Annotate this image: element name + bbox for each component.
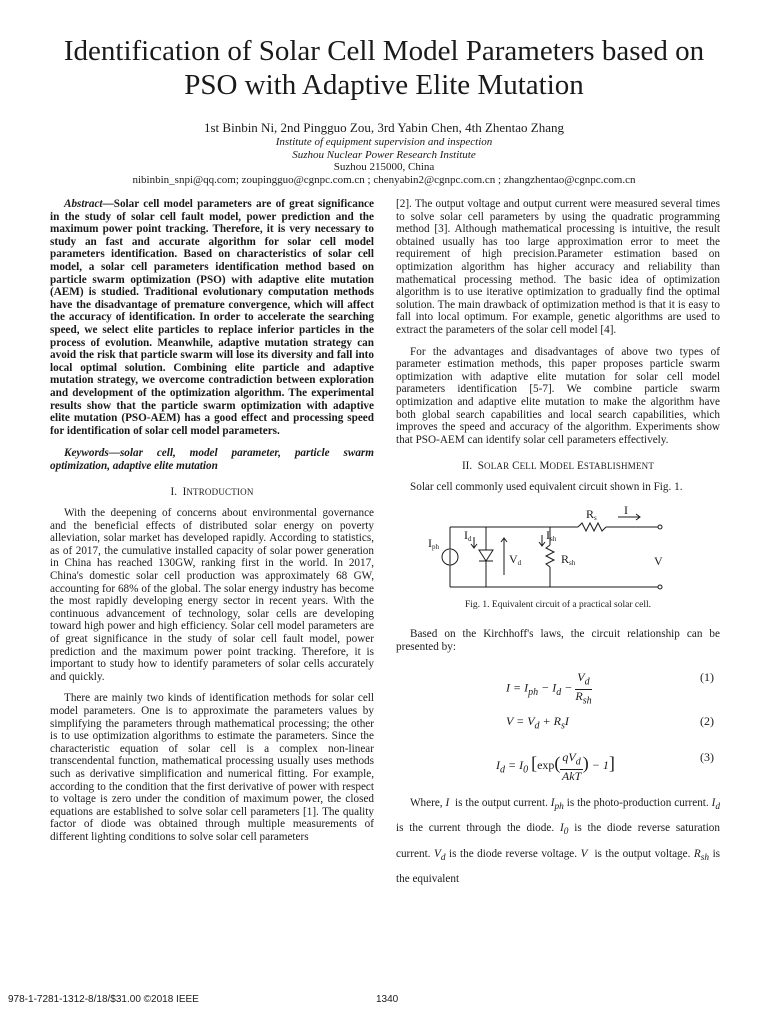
- intro-paragraph-3: [2]. The output voltage and output current were measured several times to solve solar cell parameters by using the quadratic programming method [3]. Although mathematical processing is intuitive, the result obtained usually has too large approximation error to meet the requirement of high precision.Parameter estimation based on optimization algorithm has higher accuracy and reliability than mathematical processing method. The basic idea of optimization algorithm is to use iterative optimization to gradually find the optimal solution. The main drawback of optimization method is that it is easy to fall into local optimum. For example, genetic algorithms are used to extract the parameters of the solar cell model [4].: [396, 198, 720, 336]
- equation-2: $V = V_d + R_sI$ (2): [506, 714, 714, 732]
- footer-copyright: 978-1-7281-1312-8/18/$31.00 ©2018 IEEE: [8, 994, 199, 1005]
- model-paragraph-2: Based on the Kirchhoff's laws, the circuit relationship can be presented by:: [396, 628, 720, 653]
- left-column: [50, 198, 374, 844]
- label-iph: Iph: [428, 536, 439, 552]
- equation-2-number: (2): [700, 714, 714, 729]
- label-vd: Vd: [509, 552, 522, 568]
- label-ish: Ish: [546, 528, 557, 544]
- affiliation-city: Suzhou 215000, China: [333, 161, 435, 173]
- keywords: Keywords—solar cell, model parameter, particle swarm optimization, adaptive elite mutation: [50, 447, 374, 472]
- intro-paragraph-4: For the advantages and disadvantages of above two types of parameter estimation methods, this paper proposes particle swarm optimization with adaptive elite mutation for solar cell model parameters identification [5-7]. We combine particle swarm optimization and adaptive elite mutation to make the algorithm have both global search capabilities and local search capabilities, which improves the speed and accuracy of the algorithm. Experiments show that PSO-AEM can identify solar cell parameters effectively.: [396, 345, 720, 446]
- label-id: Id: [464, 528, 472, 544]
- author-emails: nibinbin_snpi@qq.com; zoupingguo@cgnpc.com.cn ; chenyabin2@cgnpc.com.cn ; zhangzhentao@cgnpc.com.cn: [132, 173, 636, 186]
- equation-3-number: (3): [700, 750, 714, 765]
- equivalent-circuit-diagram: [418, 505, 698, 593]
- affiliation-org: Suzhou Nuclear Power Research Institute: [292, 148, 476, 161]
- author-list: 1st Binbin Ni, 2nd Pingguo Zou, 3rd Yabin Chen, 4th Zhentao Zhang: [203, 120, 565, 135]
- intro-paragraph-1: With the deepening of concerns about environmental governance and the beneficial effects of distributed solar energy on poverty alleviation, solar market has developed rapidly. According to statistics, as of 2017, the cumulative installed capacity of solar power generation in China has reached 130GW, ranking first in the world. In 2017, China's domestic solar cell production was approximately 68 GW, accounting for 68% of the global. The solar energy industry has become the most rapidly developing energy sector in recent years. With the continuous advancement of technology, solar cells are developing toward high power and high efficiency. Solar cell model parameters are of great significance in the study of solar cell fault model, power prediction and the maximum power point tracking. Therefore, it is important to study how to identify parameters of solar cells accurately and quickly.: [50, 507, 374, 683]
- section-heading-introduction: I. INTRODUCTION: [170, 486, 254, 499]
- section-heading-model: II. SOLAR CELL MODEL ESTABLISHMENT: [461, 460, 655, 473]
- right-column: [396, 198, 720, 890]
- affiliation-institute: Institute of equipment supervision and inspection: [275, 136, 493, 148]
- paper-title: Identification of Solar Cell Model Parameters based on PSO with Adaptive Elite Mutation: [63, 35, 705, 101]
- equation-1-number: (1): [700, 670, 714, 685]
- affiliation-block: [40, 136, 728, 186]
- variable-definitions: Where, I is the output current. $I_{ph}$ is the photo-production current. $I_d$ is the current through the diode. $I_0$ is the diode reverse saturation current. $V_d$ is the diode reverse voltage. V is the output voltage. $R_{sh}$ is the equivalent: [396, 797, 721, 885]
- intro-paragraph-2: There are mainly two kinds of identification methods for solar cell model parameters. One is to approximate the parameters values by simplifying the parameters through mathematical processing; the other is to use optimization algorithms to estimate the parameters. Since the characteristic equation of solar cell is a complex non-linear transcendental function, mathematical processing usually uses methods such as derivative simplification and numerical fitting. For example, according to the condition that the first derivative of power with respect to voltage is zero under the condition of maximum power, the closed equations are established to solve solar cell parameters [1]. The quality factor of diode was obtained through multiple measurements of different lighting conditions to solve solar cell parameters: [50, 692, 374, 843]
- label-rsh: Rsh: [561, 552, 576, 568]
- page-number: 1340: [376, 994, 399, 1005]
- abstract-label: Abstract: [64, 198, 103, 210]
- figure-caption: Fig. 1. Equivalent circuit of a practical solar cell.: [465, 600, 651, 611]
- label-output-voltage: V: [654, 554, 663, 569]
- equation-3: $I_d = I_0$ [exp( $\frac{qV_d}{\text{AkT}}$ ) − 1] (3): [496, 750, 714, 783]
- model-paragraph-1: Solar cell commonly used equivalent circuit shown in Fig. 1.: [410, 480, 683, 493]
- equation-1: $I = I_{ph} - I_d$ − $\frac{V_d}{R_{sh}}$ (1): [506, 670, 714, 707]
- label-rs: Rs: [586, 507, 597, 523]
- label-output-current: I: [624, 505, 628, 518]
- abstract: Abstract—Solar cell model parameters are of great significance in the study of solar cell fault model, power prediction and the maximum power point tracking. Therefore, it is very necessary to study an fast and accurate algorithm for solar cell model parameters identification. Based on characteristics of solar cell model, a solar cell parameters identification method based on particle swarm optimization (PSO) with adaptive elite mutation (AEM) is studied. Traditional evolutionary computation methods have the disadvantage of premature convergence, which will affect the accuracy of identification. In order to accelerate the searching speed, we select elite particles to replace inferior particles in the process of evolution. Meanwhile, adaptive mutation strategy can avoid the risk that particle swarm will lose its diversity and fall into local optimal solution. Combining elite particle and adaptive mutation strategy, we overcome contradiction between exploration and development of the optimization algorithm. The experimental results show that the particle swarm optimization with adaptive elite mutation (PSO-AEM) has a good effect and processing speed for identification of solar cell model parameters.: [50, 198, 374, 437]
